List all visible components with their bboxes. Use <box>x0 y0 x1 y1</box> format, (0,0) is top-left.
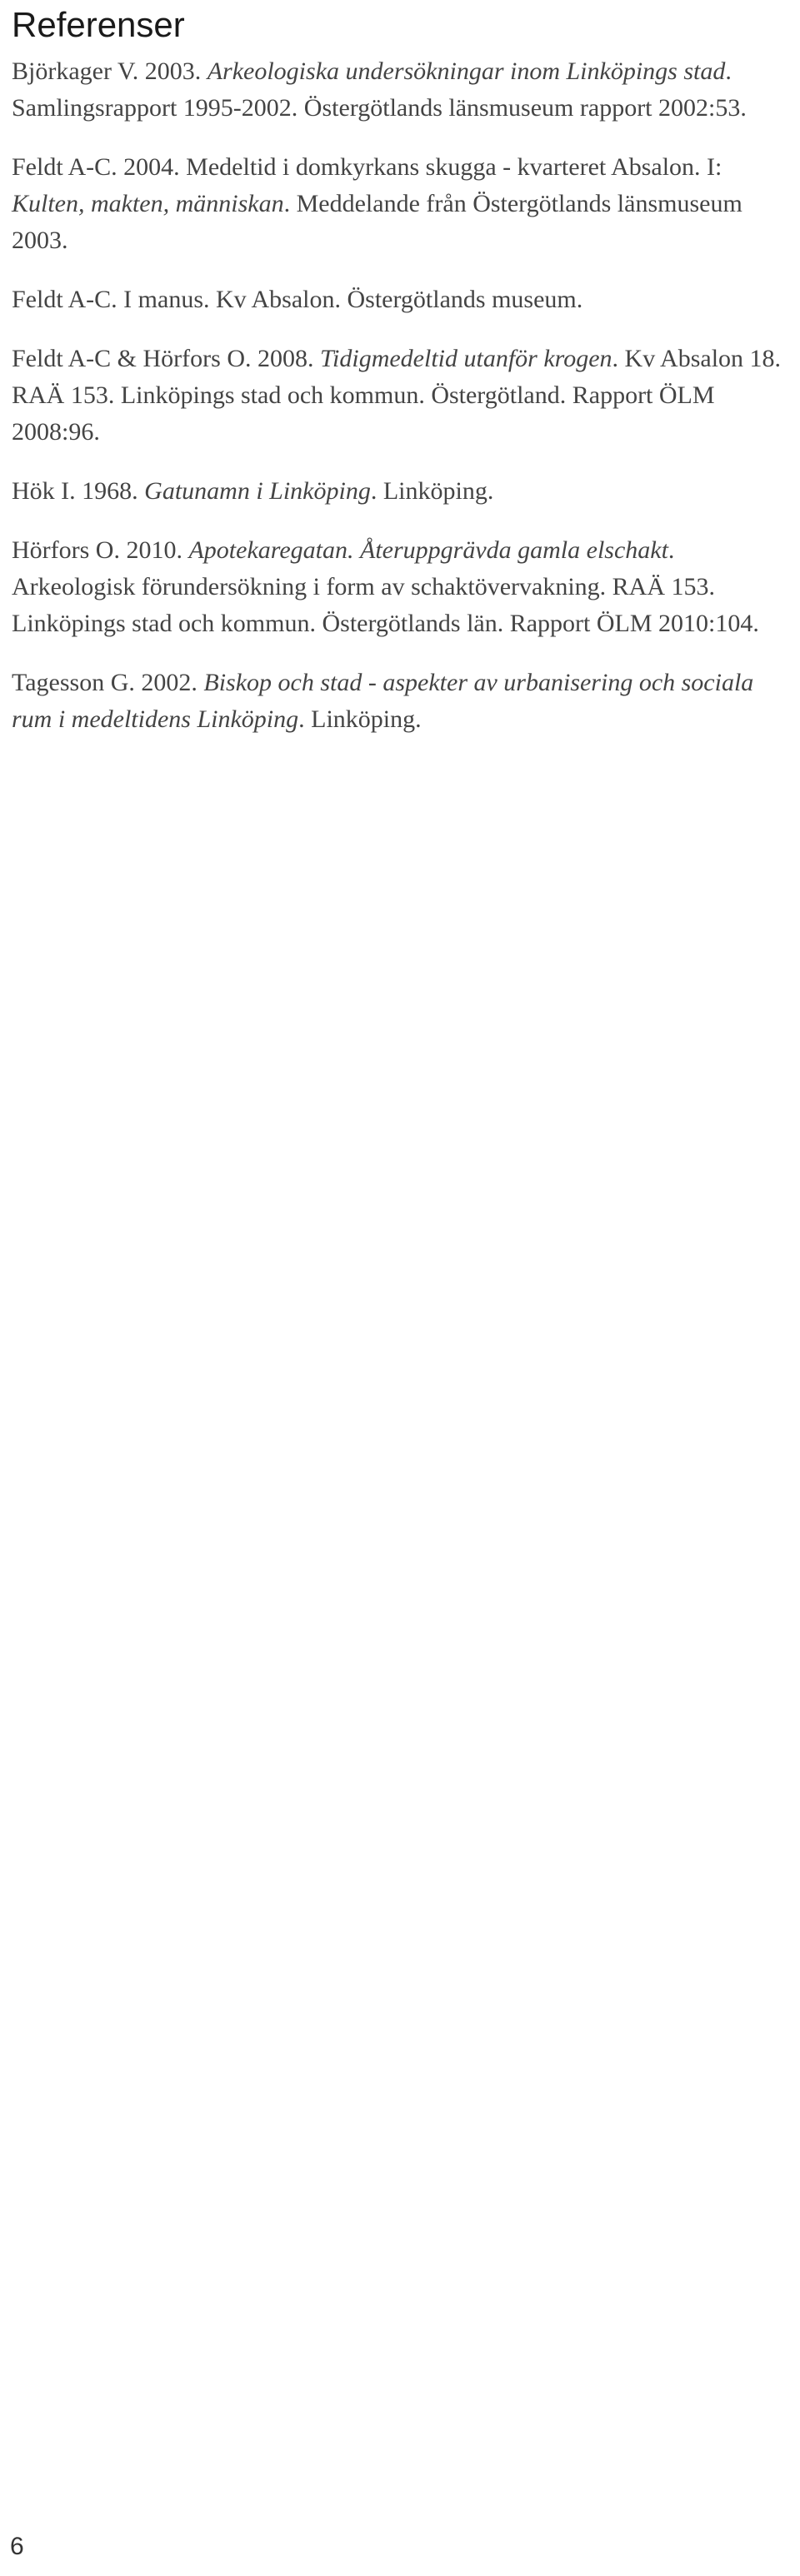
reference-entry <box>12 149 790 259</box>
reference-text: . Meddelande från Östergötlands länsmuseum 2003. <box>12 190 742 254</box>
reference-title: Apotekaregatan. Återuppgrävda gamla elschakt <box>188 536 668 564</box>
reference-text: Björkager V. 2003. <box>12 57 208 85</box>
reference-text: Feldt A-C. 2004. Medeltid i domkyrkans skugga - kvarteret Absalon. I: <box>12 153 722 181</box>
reference-title: Tidigmedeltid utanför krogen <box>320 345 612 372</box>
reference-text: Hörfors O. 2010. <box>12 536 189 564</box>
reference-title: Biskop och stad - aspekter av urbanisering och sociala rum i medeltidens Linköping <box>12 669 754 733</box>
reference-text: Feldt A-C & Hörfors O. 2008. <box>12 345 320 372</box>
reference-text: Tagesson G. 2002. <box>12 669 204 696</box>
section-heading: Referenser <box>12 5 185 44</box>
reference-text: . Arkeologisk förundersökning i form av schaktövervakning. RAÄ 153. Linköpings stad och kommun. Östergötlands län. Rapport ÖLM 2010:104. <box>12 536 759 637</box>
reference-entry <box>12 53 790 127</box>
reference-text: . Samlingsrapport 1995-2002. Östergötlands länsmuseum rapport 2002:53. <box>12 57 747 122</box>
reference-title: Gatunamn i Linköping <box>144 477 371 505</box>
reference-entry <box>12 282 790 318</box>
reference-text: Hök I. 1968. <box>12 477 145 505</box>
reference-title: Arkeologiska undersökningar inom Linköpings stad <box>207 57 726 85</box>
reference-entry <box>12 341 790 451</box>
reference-title: Kulten, makten, människan <box>12 190 284 217</box>
reference-text: . Linköping. <box>370 477 494 505</box>
reference-text: . Linköping. <box>298 705 422 733</box>
page-number: 6 <box>10 2533 24 2560</box>
reference-list <box>12 53 790 760</box>
reference-text: . Kv Absalon 18. RAÄ 153. Linköpings stad och kommun. Östergötland. Rapport ÖLM 2008:96. <box>12 345 782 446</box>
reference-text: Feldt A-C. I manus. Kv Absalon. Östergötlands museum. <box>12 286 583 313</box>
reference-entry <box>12 665 790 738</box>
reference-entry <box>12 532 790 642</box>
reference-entry <box>12 473 790 510</box>
